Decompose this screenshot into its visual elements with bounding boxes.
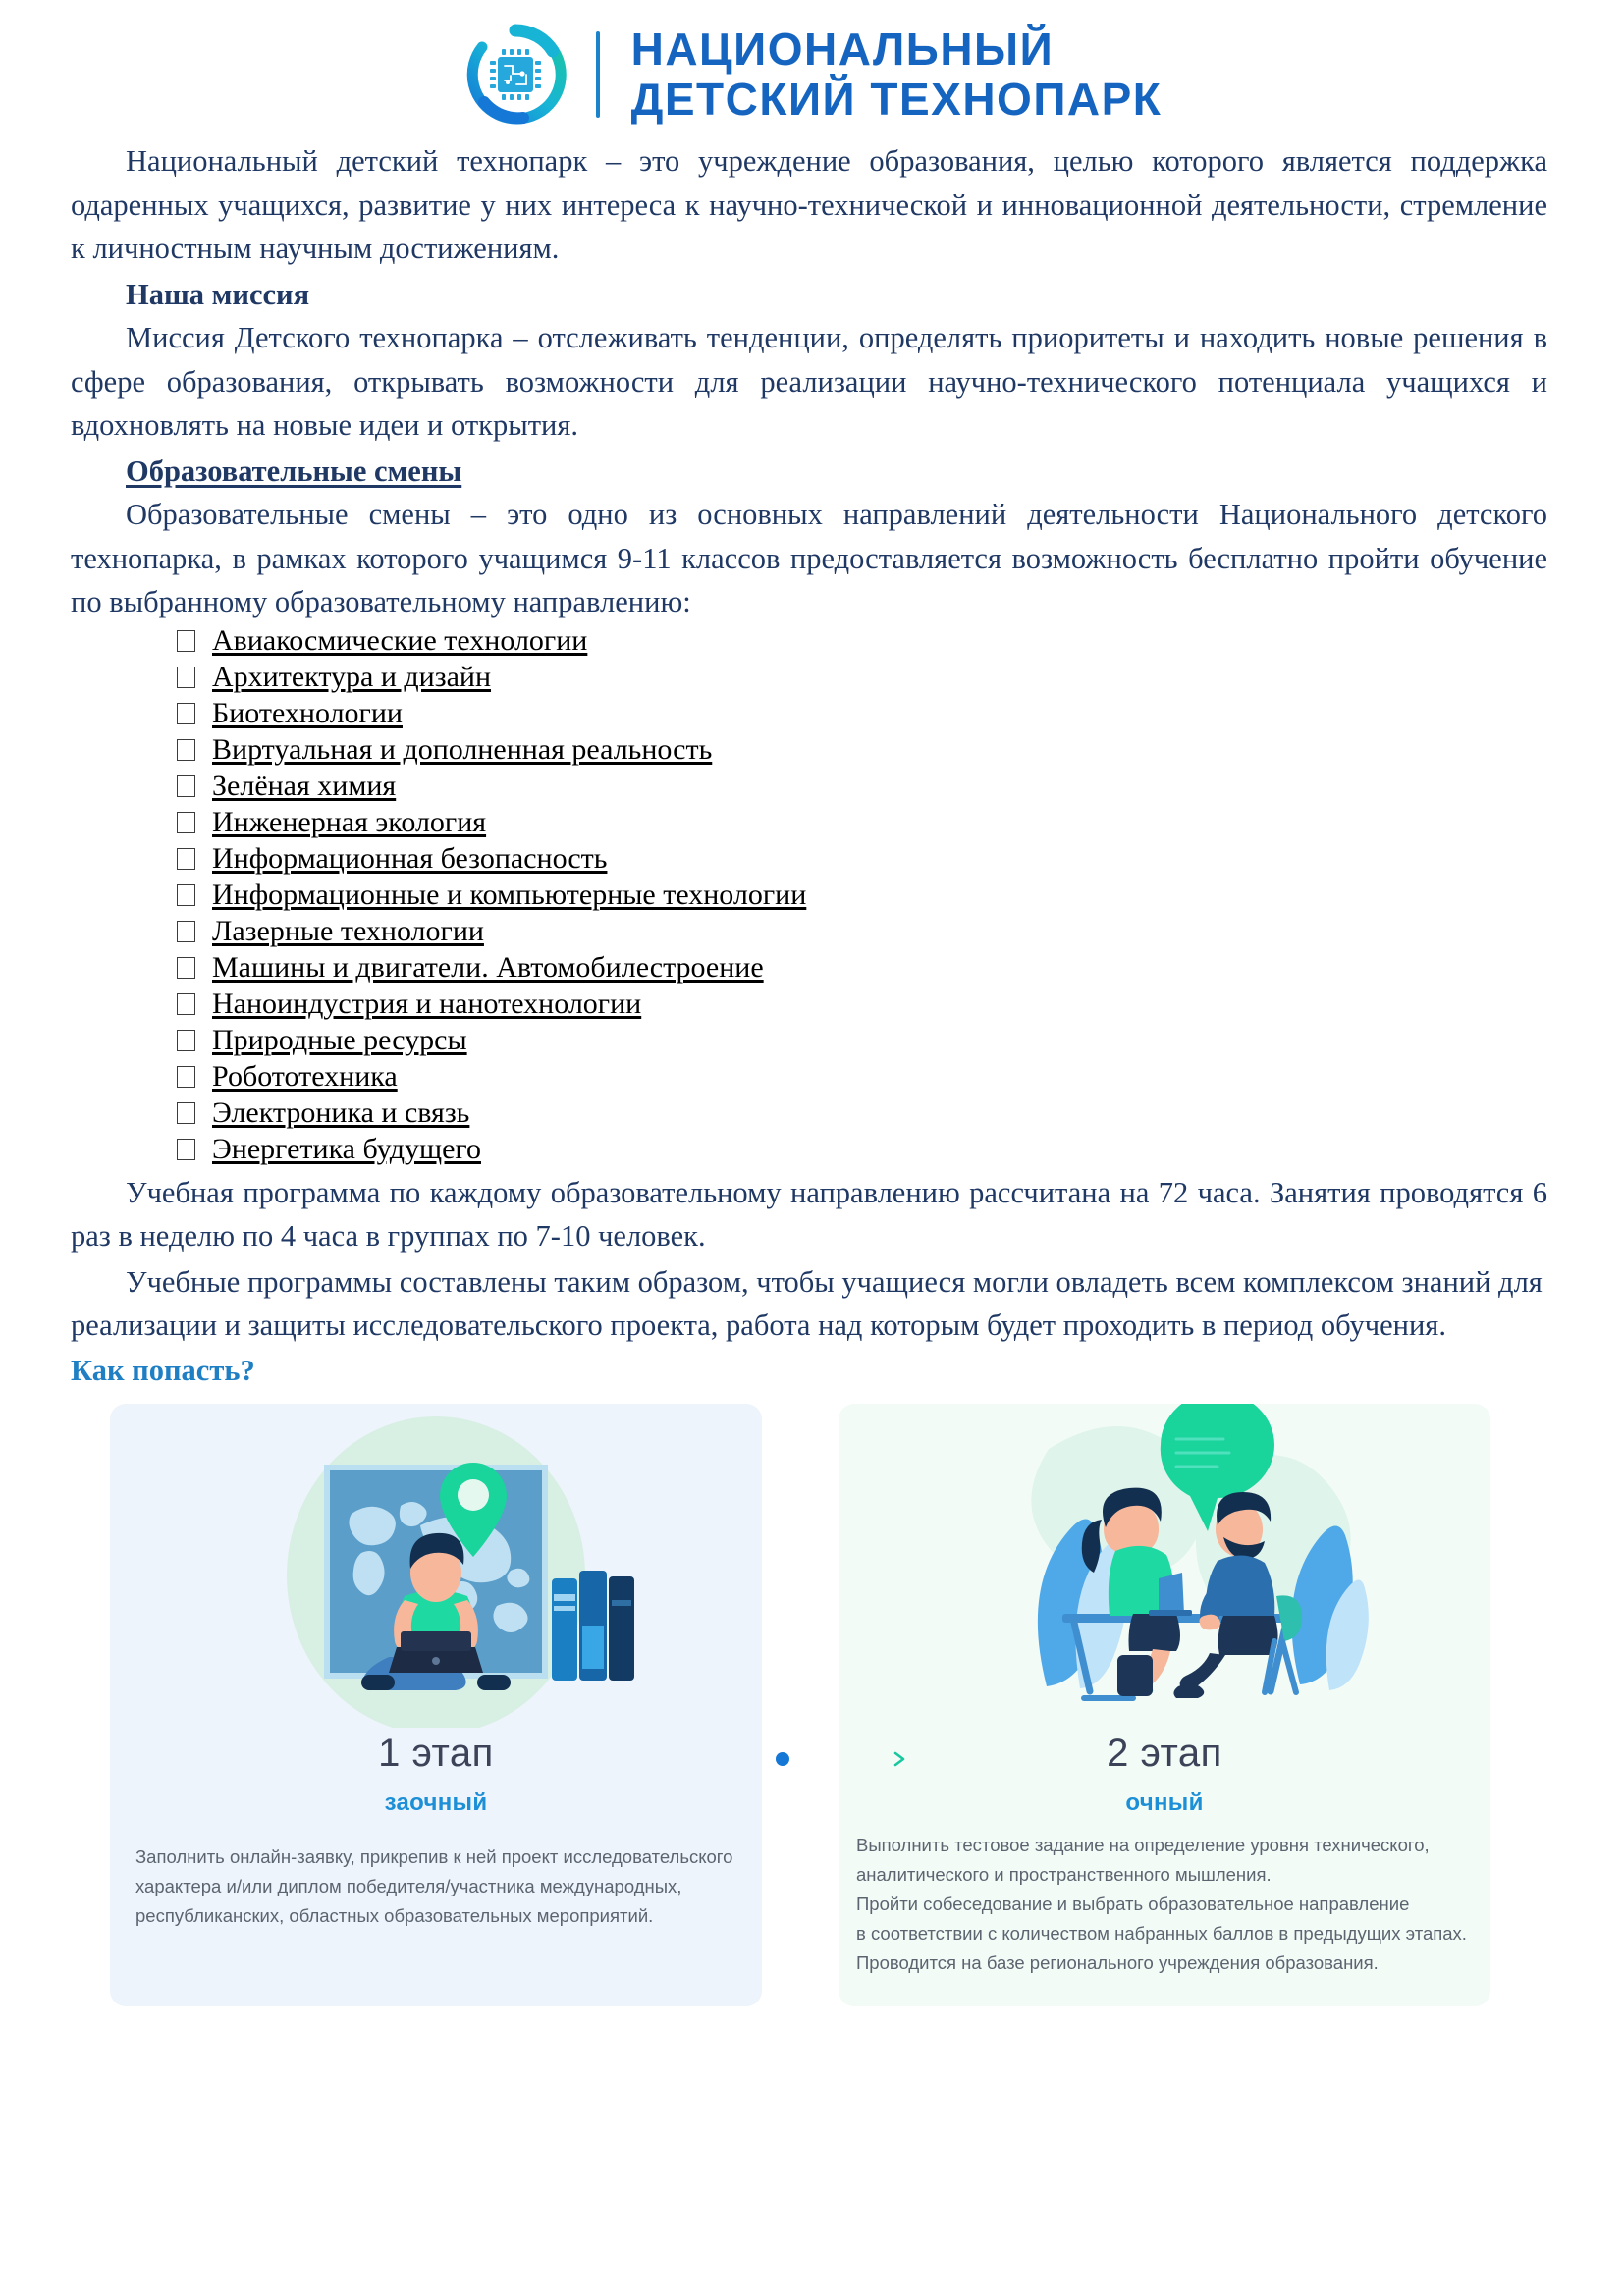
direction-list-item [177,660,1547,693]
direction-label: Информационные и компьютерные технологии [212,878,807,911]
checkbox-empty-icon[interactable] [177,1102,195,1124]
checkbox-empty-icon[interactable] [177,921,195,942]
chip-circle-logo-icon [462,22,568,128]
brand-line-1: НАЦИОНАЛЬНЫЙ [630,24,1055,76]
programs-paragraph: Учебные программы составлены таким образом, чтобы учащиеся могли овладеть всем комплексом знаний для реализации и защиты исследовательского проекта, работа над которым будет проходить в период обучения. [71,1264,1543,1343]
direction-list-item [177,805,1547,838]
shifts-heading [71,450,1547,494]
logo-divider [596,31,600,118]
direction-list-item [177,989,1547,1019]
direction-list-item [177,914,1547,947]
stage-1-description [110,1842,762,1931]
description-line: Проводится на базе регионального учреждения образования. [856,1952,1379,1974]
directions-list [71,623,1547,1165]
stage-1-subtitle: заочный [384,1789,488,1817]
direction-label: Авиакосмические технологии [212,623,588,657]
checkbox-empty-icon[interactable] [177,1066,195,1088]
stage-1-title: 1 этап [378,1732,494,1776]
how-to-apply-heading: Как попасть? [71,1353,255,1387]
direction-label: Электроника и связь [212,1095,470,1129]
document-header [0,0,1624,139]
checkbox-empty-icon[interactable] [177,1030,195,1051]
brand-wordmark [630,24,1163,125]
mission-heading [71,273,1547,317]
stage-connector-arrow-right-icon [776,1749,913,1769]
stages-section [0,1404,1624,2006]
direction-label: Информационная безопасность [212,841,608,875]
description-line: в соответствии с количеством набранных баллов в предыдущих этапах. [856,1923,1467,1945]
description-line: республиканских, областных образовательных мероприятий. [135,1905,654,1927]
direction-list-item [177,696,1547,729]
checkbox-empty-icon[interactable] [177,775,195,797]
checkbox-empty-icon[interactable] [177,957,195,979]
direction-list-item [177,1132,1547,1165]
direction-list-item [177,1059,1547,1093]
intro-paragraph: Национальный детский технопарк – это учреждение образования, целью которого является поддержка одаренных учащихся, развитие у них интереса к научно-технической и инновационной деятельности, стремление к личностным научным достижениям. [71,144,1547,266]
direction-label: Зелёная химия [212,769,397,802]
mission-paragraph: Миссия Детского технопарка – отслеживать тенденции, определять приоритеты и находить новые решения в сфере образования, открывать возможности для реализации научно-технического потенциала учащихся и вдохновлять на новые идеи и открытия. [71,321,1547,443]
direction-label: Архитектура и дизайн [212,660,492,693]
stage-2-title: 2 этап [1107,1732,1222,1776]
direction-label: Природные ресурсы [212,1023,467,1056]
direction-list-item [177,950,1547,984]
document-body [0,139,1624,1390]
direction-list-item [177,1023,1547,1056]
stage-card-2 [839,1404,1490,2006]
description-line: характера и/или диплом победителя/участника международных, [135,1876,682,1897]
checkbox-empty-icon[interactable] [177,703,195,724]
interview-two-people-at-desk-icon [839,1404,1490,1728]
direction-list-item [177,732,1547,766]
brand-line-2: ДЕТСКИЙ ТЕХНОПАРК [630,74,1163,125]
checkbox-empty-icon[interactable] [177,739,195,761]
program-hours-paragraph: Учебная программа по каждому образовательному направлению рассчитана на 72 часа. Занятия проводятся 6 раз в неделю по 4 часа в группах по 7-10 человек. [71,1175,1547,1254]
stage-2-description [839,1831,1490,1978]
direction-label: Робототехника [212,1059,398,1093]
checkbox-empty-icon[interactable] [177,993,195,1015]
description-line: Пройти собеседование и выбрать образовательное направление [856,1894,1410,1915]
direction-list-item [177,769,1547,802]
direction-label: Машины и двигатели. Автомобилестроение [212,950,764,984]
checkbox-empty-icon[interactable] [177,884,195,906]
description-line: Заполнить онлайн-заявку, прикрепив к ней проект исследовательского [135,1846,733,1868]
stage-card-1 [110,1404,762,2006]
person-with-laptop-world-map-pin-icon [110,1404,762,1728]
checkbox-empty-icon[interactable] [177,1139,195,1160]
direction-list-item [177,623,1547,657]
direction-label: Инженерная экология [212,805,487,838]
checkbox-empty-icon[interactable] [177,812,195,833]
shifts-paragraph: Образовательные смены – это одно из основных направлений деятельности Национального детского технопарка, в рамках которого учащимся 9-11 классов предоставляется возможность бесплатно пройти обучение по выбранному образовательному направлению: [71,498,1547,619]
direction-label: Наноиндустрия и нанотехнологии [212,987,642,1020]
direction-list-item [177,841,1547,875]
checkbox-empty-icon[interactable] [177,667,195,688]
direction-label: Виртуальная и дополненная реальность [212,732,713,766]
direction-label: Энергетика будущего [212,1132,481,1165]
direction-label: Лазерные технологии [212,914,484,947]
mission-heading-label: Наша миссия [126,277,310,311]
checkbox-empty-icon[interactable] [177,848,195,870]
direction-label: Биотехнологии [212,696,403,729]
checkbox-empty-icon[interactable] [177,630,195,652]
description-line: аналитического и пространственного мышления. [856,1864,1272,1886]
stage-2-subtitle: очный [1125,1789,1204,1817]
description-line: Выполнить тестовое задание на определение уровня технического, [856,1835,1430,1856]
direction-list-item [177,878,1547,911]
shifts-heading-label: Образовательные смены [126,454,462,488]
direction-list-item [177,1095,1547,1129]
